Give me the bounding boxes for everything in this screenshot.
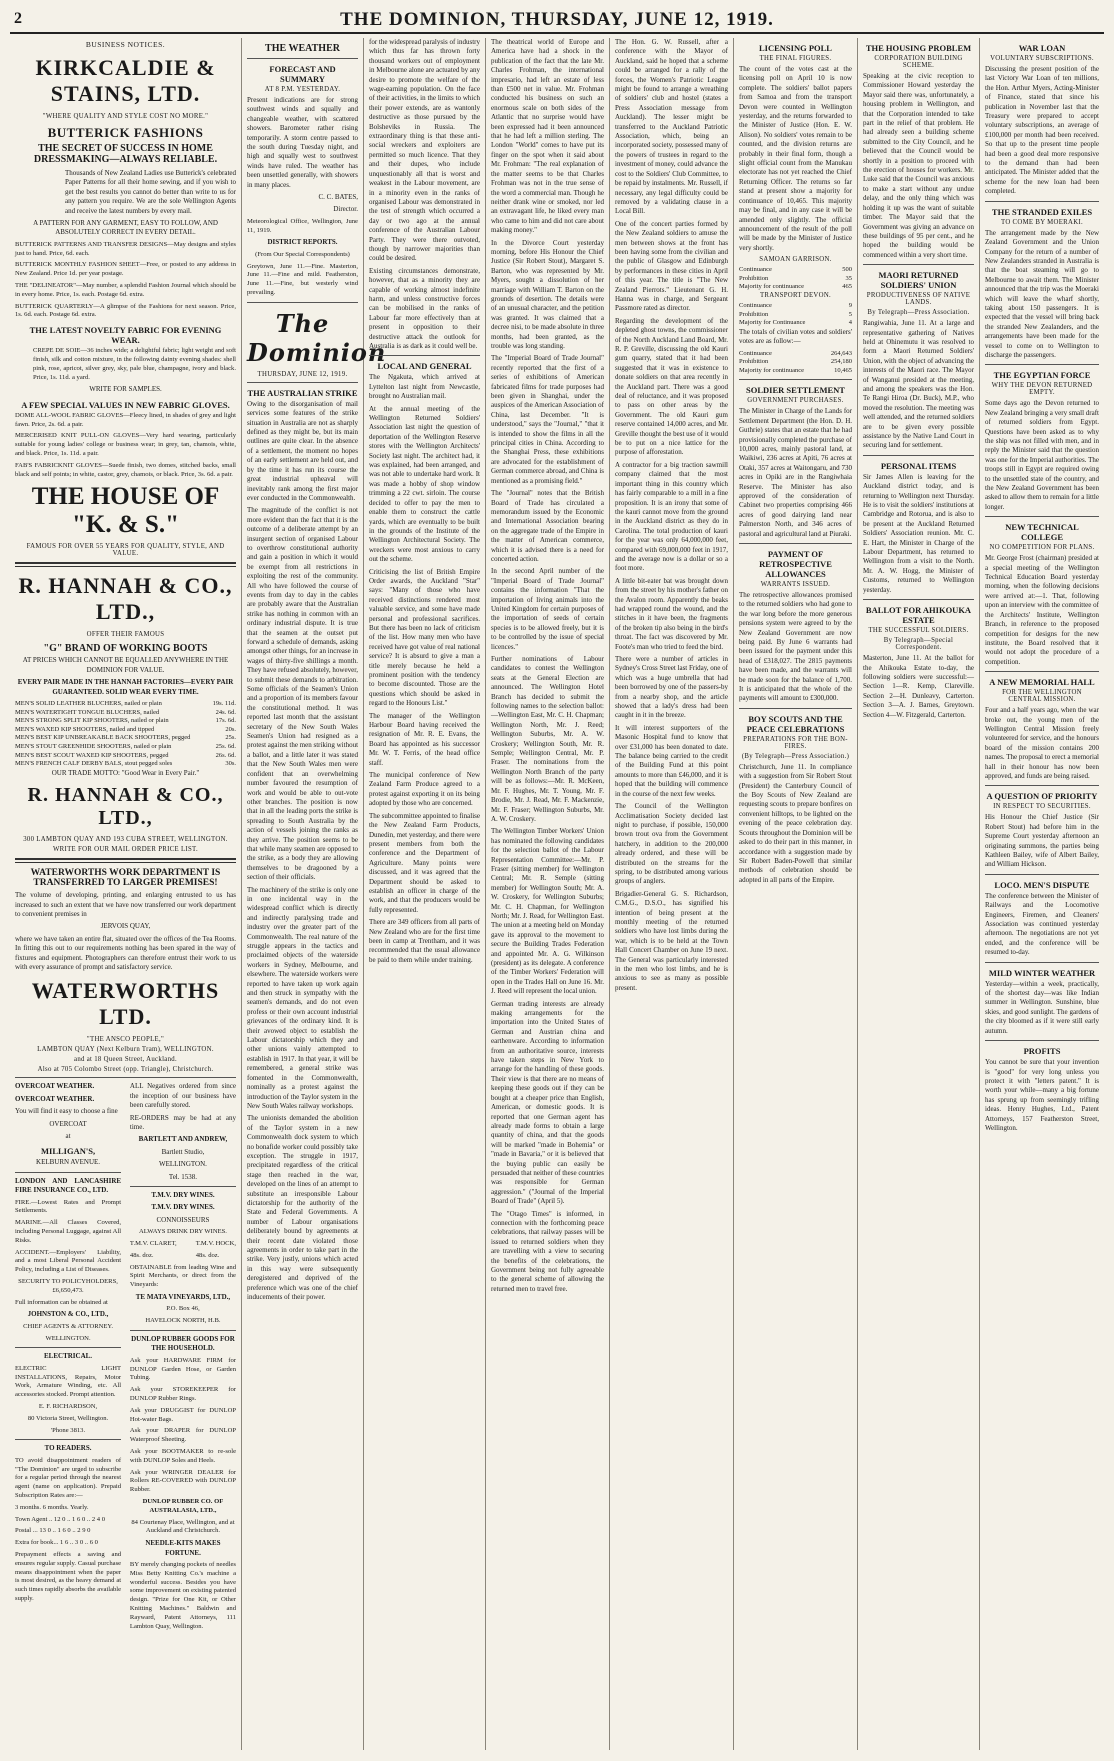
gloves-item: FAB'S FABRICKNIT GLOVES—Suede finish, two domes, stitched backs, small black and self points; in white, castor, grey, chamois, or black. Price, 3s. 6d. a pair. — [15, 461, 236, 478]
news-paragraph: In the Divorce Court yesterday morning, before His Honour the Chief Justice (Sir Robert Stout), Margaret S. Barton, who was represented by Mr. Myers, sought a dissolution of her marriage with William T. Barton on the grounds of desertion. The details were of an unusual character, and the petition was granted. It was claimed that a decree nisi, to be made absolute in three months, had been granted, as the trouble was long standing. — [491, 238, 604, 350]
ad-row — [15, 1082, 236, 1634]
waterworths-head1: WATERWORTHS WORK DEPARTMENT IS — [30, 868, 221, 879]
maori-head: MAORI RETURNED SOLDIERS' UNION — [878, 270, 959, 291]
hannah-address: 300 LAMBTON QUAY AND 193 CUBA STREET, WELLINGTON. — [23, 836, 228, 844]
news-paragraph: German trading interests are already making arrangements for the importation into the United States of German and Austrian china and earthenware. According to information from an authoritative source, interests have taken steps in New York to arrange for the handling of these goods. Their view is that there are no means of keeping these goods out if they can be bought at a cheaper price than English, American, or domestic goods. It is reported that one German agent has already made forms to obtain a large quantity of china, and that the goods will be marked "made in Bohemia" or "made in Bavaria," or it is believed that the buying public can easily be persuaded that neither of these countries was responsible for German aggression." ("Journal of the Imperial Board of Trade" (April 5). — [491, 999, 604, 1206]
price-row — [15, 760, 236, 769]
weather-head: THE WEATHER — [265, 43, 340, 54]
gloves-head: A FEW SPECIAL VALUES IN NEW FABRIC GLOVES. — [21, 399, 230, 410]
waterworths-body2: where we have taken an entire flat, situated over the offices of the Tea Rooms. In fitting this out to our requirements nothing has been spared in the way of fixtures and equipment. Photographers can therefore entrust their work to us with every assurance of prompt and satisfactory service. — [15, 934, 236, 972]
war-loan-body: Discussing the present position of the last Victory War Loan of ten millions, the Hon. Arthur Myers, Acting-Minister of Finance, stated that since his publication in November last that the Treasury were prepared to accept voluntary subscriptions, an average of £100,000 per month had been received. So that up to the present time people had been a good deal more responsive to the demand than had been anticipated. The Minister added that the scheme for the new loan had been completed. — [985, 65, 1099, 196]
readers-body: TO avoid disappointment readers of "The Dominion" are urged to subscribe for a regular period through the nearest agent (name on application). Prepaid Subscription Rates are:— — [15, 1456, 122, 1500]
editorial-p4: The unionists demanded the abolition of the Taylor system in a new Commonwealth dock system to which no bonafide worker could possibly take exception. The struggle in 1917, precipitated regardless of the critical stage then reached in the war, developed on the lines of an attempt to substitute an irresponsible Labour dictatorship for the authority of the State and Federal Governments. A number of Labour organisations deliberately bound by agreements at their recent date violated those agreements in order to take part in the strike. Very justly, unions which acted in this way were subsequently deregistered and deprived of the preference which was one of the chief inducements of their power. — [247, 1114, 358, 1302]
newspaper-page — [10, 8, 1104, 1753]
price-row-label: MEN'S STRONG SPLIT KIP SHOOTERS, nailed or plain — [15, 717, 169, 725]
price-row-value: 26s. 6d. — [215, 751, 236, 759]
transport-row — [739, 311, 852, 320]
gloves-item: MERCERISED KNIT PULL-ON GLOVES—Very hard wearing, particularly suitable for young ladies' college or business wear; in grey, tan, chamois, white, and black. Price, 1s. 11d. a pair. — [15, 432, 236, 457]
totals-row — [739, 350, 852, 359]
news-paragraph: The Hon. G. W. Russell, after a conference with the Mayor of Auckland, said he hoped that a scheme could be arranged for a rally of the forces, the Women's Patriotic League might be found to arrange a wreathing of soldiers' club and hostel (states a Press Association message from Auckland). The lesser might be transferred to the Auckland Patriotic Association, which, being an incorporated society, possessed many of the powers of trustees in regard to the investment of money, could advance the cost to the Soldiers' Club Committee, to be repaid by instalments. Mr. Russell, if necessary, any legal difficulty could be removed by a validating clause in a Local Bill. — [615, 38, 728, 216]
hannah-brand: "G" BRAND OF WORKING BOOTS — [43, 643, 208, 655]
ahikouka-tag: By Telegraph—Special Correspondent. — [883, 637, 954, 652]
maori-tag: By Telegraph—Press Association. — [867, 309, 970, 317]
divider — [739, 708, 852, 709]
samoan-row-label: Continuance — [739, 266, 772, 274]
london-agent: JOHNSTON & CO., LTD., — [27, 1310, 109, 1319]
transport-table — [739, 302, 852, 328]
bartlett-tel: Tel. 1538. — [168, 1172, 197, 1181]
divider — [130, 1186, 236, 1187]
transport-row — [739, 302, 852, 311]
divider — [863, 264, 974, 265]
bartlett-name: BARTLETT AND ANDREW, — [138, 1135, 228, 1144]
column-licensing — [734, 38, 858, 1750]
editorial-cont-p2: Existing circumstances demonstrate, however, that as a minority they are capable of working almost indefinite harm, and unless constructive forces can be mobilised in the ranks of Labour far more effectively than at present in opposition to their destructive attack the outlook for Australia is as dark as it could well be. — [369, 266, 480, 350]
tmv-addr: HAVELOCK NORTH, H.B. — [145, 1317, 221, 1325]
hannah-offer: OFFER THEIR FAMOUS — [86, 631, 165, 639]
local-head: LOCAL AND GENERAL — [377, 361, 472, 372]
waterworths-place: JERVOIS QUAY, — [100, 922, 151, 931]
column-news-5 — [610, 38, 734, 1750]
news-paragraph: Regarding the development of the depleted ghost towns, the commissioner of the North Auckland Land Board, Mr. R. P. Greville, discussing the old Kauri gum quarry, stated that it had been suggested that it was in existence to donate soldiers on that area recently in the Auckland part. There was a good deal of reluctance, and it was proposed to pass on other areas by the Government. The old Kauri gum reserve contained 14,000 acres, and Mr. Greville thought the best use of it would be to put on a nice lattice for the purpose of afforestation. — [615, 316, 728, 457]
paper-nameplate: The Dominion — [247, 308, 387, 367]
london-agent2: CHIEF AGENTS & ATTORNEY. — [23, 1322, 113, 1330]
exiles-sub: TO COME BY MOERAKI. — [1001, 218, 1083, 226]
profits-body: You cannot be sure that your invention is "good" for very long unless you protect it with "letters patent." It is worth your while—many a big fortune has sprung up from seemingly trifling ideas. Henry Hughes, Ltd., Patent Attorneys, 157 Featherston Street, Wellington. — [985, 1058, 1099, 1132]
news-paragraph: Brigadier-General G. S. Richardson, C.M.G., D.S.O., has signified his intention of being present at the monthly meeting of the returned soldiers who have lost limbs during the war, which is to be held at the Town Hall Concert Chamber on June 19 next. The General was particularly interested in the men who lost limbs, and he is anxious to see as many as possible present. — [615, 889, 728, 992]
tmv-claret-label: T.M.V. CLARET, — [129, 1240, 177, 1248]
london-accident: ACCIDENT.—Employers' Liability, and a most Liberal Personal Accident Policy, including a List of Diseases. — [15, 1248, 122, 1274]
news-paragraph: The Wellington Timber Workers' Union has nominated the following candidates for the selection ballot of the Labour Representation Committee:—Mr. P. Fraser (sitting member) for Wellington Central; Mr. R. Semple (sitting member) for Wellington South; Mr. A. W. Croskery, for Wellington Suburbs; Mr. C. H. Chapman, for Wellington North; Mr. J. Read, for Wellington East. The union at a meeting held on Monday gave its approval to the movement to secure the Building Trades Federation and appointed Mr. A. G. Wilkinson (president) as its delegate. A conference of the Timber Workers' Federation will open in the Trades Hall on June 16. Mr. J. Reed will represent the local union. — [491, 827, 604, 996]
tech-sub: NO COMPETITION FOR PLANS. — [989, 544, 1095, 552]
divider — [985, 516, 1099, 517]
knit-head: NEEDLE-KITS MAKES FORTUNE. — [145, 1539, 221, 1557]
hannah-mail: WRITE FOR OUR MAIL ORDER PRICE LIST. — [52, 846, 199, 854]
price-row-value: 17s. 6d. — [215, 717, 236, 725]
samoan-row-value: 35 — [845, 274, 852, 282]
fabric-head: THE LATEST NOVELTY FABRIC FOR EVENING WEAR. — [29, 325, 222, 346]
tmv-po: P.O. Box 46, — [166, 1305, 200, 1313]
war-loan-head: WAR LOAN — [1018, 43, 1066, 53]
retro-sub: WARRANTS ISSUED. — [760, 580, 831, 588]
weather-sub: FORECAST AND SUMMARY — [269, 64, 336, 84]
transport-row-label: Continuance — [739, 301, 772, 309]
tmv-conn: CONNOISSEURS — [156, 1215, 210, 1224]
column-weather-editorial — [242, 38, 387, 1750]
exiles-body: The arrangement made by the New Zealand Government and the Union Company for the return of a number of New Zealanders stranded in Australia is that the boat steaming will go to Melbourne to await them. The Minister announced that the trip was the Moeraki which will leave the wharf shortly, taking about 150 passengers. It is expected that the vessel will bring back the stranded New Zealanders, and the arrangements have been made for the vessel to come on to Wellington to discharge the passengers. — [985, 228, 1099, 359]
price-row-value: 30s. — [225, 760, 236, 768]
divider — [15, 1439, 121, 1440]
electrical-name: E. F. RICHARDSON, — [38, 1403, 98, 1411]
news-paragraph: The Council of the Wellington Acclimatisation Society decided last night to purchase, if possible, 150,000 brown trout ova from the Government hatchery, in addition to the 200,000 already ordered, and these will be distributed on the streams for the spring, to be distributed among various groups of anglers. — [615, 802, 728, 886]
column-housing — [858, 38, 980, 1750]
dunlop-addr: 84 Courtenay Place, Wellington, and at Auckland and Christchurch. — [131, 1518, 235, 1535]
news-paragraph: There were a number of articles in Sydney's Cross Street last Friday, one of which was a huge umbrella that had been borrowed by one of the passers-by from a nearby shop, and the article showed that a lady's dress had been caught in it in the breeze. — [615, 655, 728, 720]
dunlop-item: Ask your STOREKEEPER for DUNLOP Rubber Rings. — [129, 1386, 236, 1403]
waterworths-body: The volume of developing, printing, and enlarging entrusted to us has increased to such an extent that we have now transferred our work department to convenient premises in — [15, 891, 236, 918]
local-p4: The manager of the Wellington Harbour Board having received the resignation of Mr. R. E. Evans, the Board has appointed as his successor Mr. W. T. Ferris, of the head office staff. — [369, 711, 480, 767]
samoan-row — [739, 266, 852, 275]
egypt-sub: WHY THE DEVON RETURNED EMPTY. — [991, 382, 1093, 397]
tech-body: Mr. George Frost (chairman) presided at a special meeting of the Wellington Technical Education Board yesterday morning, when the following decisions were arrived at:—1. That, following upon an interview with the committee of the Architects' Institute, Wellington Branch, in reference to the proposed competition for designs for the new institute, the Board resolved that it would not adopt the procedure of a competition. — [985, 554, 1099, 666]
butterick-item: BUTTERICK QUARTERLY—A glimpse of the Fashions for next season. Price, 1s. 6d. each. Postage 6d. extra. — [15, 302, 236, 319]
local-p3: Criticising the list of British Empire Order awards, the Auckland "Star" says: "Many of those who have received distinctions rendered most valuable service, and some have made personal and professional sacrifices. But there has been no lack of criticism of the list. How many men who have received have got value of real national service? It is absurd to give a man a title merely because he held a prominent position with the tendency to become discounted. Those are the questions which should be asked in regard to the Honours List." — [369, 567, 480, 708]
price-row — [15, 717, 236, 726]
maori-sub: PRODUCTIVENESS OF NATIVE LANDS. — [866, 292, 971, 307]
totals-majority-value: 10,465 — [834, 366, 852, 374]
london-security: SECURITY TO POLICYHOLDERS, £6,650,473. — [18, 1278, 118, 1294]
hannah-sub1: AT PRICES WHICH CANNOT BE EQUALLED ANYWHERE IN THE DOMINION FOR VALUE. — [22, 656, 229, 674]
housing-body: Speaking at the civic reception to Commissioner Howard yesterday the Mayor said there was, unfortunately, a housing problem in Wellington, and that the Corporation intended to take part in the relief of that problem. He had already seen a building scheme submitted to the City Council, and he believed that the Council would be shortly in a position to proceed with the erection of houses for workers. Mr. Luke said that the Council was anxious to make a start without any undue delay, and the only thing which was holding it up was the want of suitable timber. The Mayor said that the Government was giving an advance on these buildings of 95 per cent., and he hoped the building would be commenced within a very short time. — [863, 72, 974, 259]
transport-row — [739, 319, 852, 328]
paper-date: THURSDAY, JUNE 12, 1919. — [257, 370, 348, 378]
price-row — [15, 726, 236, 735]
hannah-name: R. HANNAH & CO., LTD., — [18, 573, 233, 625]
ahikouka-body: Masterton, June 11. At the ballot for the Ahikouka Estate to-day, the following soldiers were successful:—Section 1—R. Kemp, Clareville. Section 2—H. Dunleavy, Carterton. Section 3—A. J. Barnes, Greytown. Section 4—W. Fitzgerald, Carterton. — [863, 654, 974, 719]
totals-row-label: Continuance — [739, 349, 772, 357]
licensing-head: LICENSING POLL — [759, 43, 832, 53]
tmv-wines — [130, 1240, 236, 1264]
tmv-line2: T.M.V. DRY WINES. — [151, 1203, 215, 1212]
transport-row-label: Majority for Continuance — [739, 319, 806, 327]
divider — [15, 1077, 236, 1078]
dunlop-item: Ask your DRUGGIST for DUNLOP Hot-water Bags. — [129, 1406, 236, 1423]
tmv-always: ALWAYS DRINK DRY WINES. — [139, 1228, 227, 1236]
local-p5: The municipal conference of New Zealand Farm Produce agreed to a protest against exporting it on its being adopted by those who are concerned. — [369, 771, 480, 808]
newspaper-title: THE DOMINION, THURSDAY, JUNE 12, 1919. — [340, 9, 774, 30]
price-row-value: 24s. 6d. — [215, 708, 236, 716]
news-paragraph: It will interest supporters of the Masonic Hospital fund to know that over £31,000 has been donated to date. The balance being carried to the credit of the Building Fund at this point amounts to more than £46,000, and it is hoped that the building will commence in the course of the next few weeks. — [615, 723, 728, 798]
totals-row — [739, 358, 852, 367]
dunlop-item: Ask your WRINGER DEALER for Rollers RE-COVERED with DUNLOP Rubber. — [129, 1468, 236, 1494]
london-marine: MARINE.—All Classes Covered, including Personal Luggage, against All Risks. — [15, 1219, 122, 1244]
column-news-4 — [486, 38, 610, 1750]
overcoat-word: OVERCOAT — [49, 1119, 87, 1128]
butterick-intro: Thousands of New Zealand Ladies use Butterick's celebrated Paper Patterns for all their home sewing, and if you wish to get the best results you cannot do better than write to us for any pattern you require. We are the sole Wellington Agents and receive the latest numbers by every mail. — [65, 169, 236, 215]
tmv-body: OBTAINABLE from leading Wine and Spirit Merchants, or direct from the Vineyards: — [129, 1263, 236, 1289]
winter-head: MILD WINTER WEATHER — [988, 967, 1096, 978]
district-head: DISTRICT REPORTS. — [267, 238, 338, 247]
price-row-label: MEN'S SOLID LEATHER BLUCHERS, nailed or plain — [15, 700, 162, 708]
divider — [985, 785, 1099, 786]
london-name: LONDON AND LANCASHIRE FIRE INSURANCE CO., LTD. — [15, 1176, 122, 1195]
right-ads — [130, 1082, 236, 1634]
price-row-value: 19s. 11d. — [212, 700, 236, 708]
final-head: THE FINAL FIGURES. — [759, 55, 832, 62]
masthead — [10, 8, 1104, 30]
divider — [15, 1172, 121, 1173]
electrical-phone: 'Phone 3813. — [50, 1426, 86, 1434]
columns — [10, 38, 1104, 1750]
tech-head: NEW TECHNICAL COLLEGE — [1005, 522, 1079, 543]
divider — [247, 302, 358, 303]
divider — [985, 874, 1099, 875]
price-row — [15, 752, 236, 761]
pattern-note: A PATTERN FOR ANY GARMENT, EASY TO FOLLOW, AND ABSOLUTELY CORRECT IN EVERY DETAIL. — [33, 219, 218, 237]
divider — [15, 562, 236, 567]
readers-footer: Prepayment effects a saving and ensures regular supply. Casual purchase means disappointment when the paper is most desired, as the heavy demand at such times rapidly absorbs the available supply. — [15, 1551, 122, 1602]
personal-head: PERSONAL ITEMS — [880, 460, 957, 471]
waterworths-addr3: Also at 705 Colombo Street (opp. Triangle), Christchurch. — [37, 1066, 214, 1074]
london-city: WELLINGTON. — [45, 1334, 91, 1342]
divider — [15, 858, 236, 863]
tmv-claret-price: 48s. doz. — [129, 1251, 154, 1259]
scouts-body: Christchurch, June 11. In compliance with a suggestion from Sir Robert Stout (President) the Canterbury Council of the Boy Scouts of New Zealand are requesting scouts to prepare bonfires on convenient hilltops, to be lighted on the evening of the peace celebration day. Scouts throughout the Dominion will be asked to do their part in this manner, in accordance with a suggestion made by Sir Robert Baden-Powell that similar methods of celebration should be adopted in all parts of the Empire. — [739, 762, 852, 884]
settlement-body: The Minister in Charge of the Lands for Settlement Department (the Hon. D. H. Guthrie) states that an estate that he had provisionally completed the purchase of 10,000 acres, mainly pastoral land, at Waikiwi, 236 acres at Apiti, 76 acres at Otaki, 357 acres at Waitongaru, and 730 acres in Opiki are in the Rangiwhaia Reserve. The Minister has also approved of the consideration of Cabinet two properties comprising 466 acres of good dairying land near Palmerston North, and 346 acres of pastoral and agricultural land at Piuraki. — [739, 407, 852, 538]
samples-line: WRITE FOR SAMPLES. — [89, 385, 162, 394]
divider — [863, 599, 974, 600]
priority-sub: IN RESPECT TO SECURITIES. — [993, 803, 1091, 811]
waterworths-head2: TRANSFERRED TO LARGER PREMISES! — [33, 878, 218, 889]
butterick-sub1: THE SECRET OF SUCCESS IN HOME — [38, 143, 213, 154]
retro-head: PAYMENT OF RETROSPECTIVE ALLOWANCES — [759, 548, 832, 579]
divider — [247, 382, 358, 383]
rates-row: Extra for book... 1 6 .. 3 0 .. 6 0 — [15, 1539, 98, 1547]
column-advertisements — [10, 38, 242, 1750]
london-fire: FIRE.—Lowest Rates and Prompt Settlements. — [15, 1198, 122, 1215]
tmv-name: TE MATA VINEYARDS, LTD., — [135, 1293, 231, 1302]
price-row-label: MEN'S WAXED KIP SHOOTERS, nailed and tipped — [15, 725, 155, 733]
samoan-table — [739, 266, 852, 292]
samoan-row-label: Prohibition — [739, 274, 769, 282]
column-war-loan — [980, 38, 1104, 1750]
weather-sign2: Director. — [333, 205, 358, 214]
divider — [130, 1330, 236, 1331]
waterworths-addr2: and at 18 Queen Street, Auckland. — [74, 1056, 177, 1064]
local-p6: The subcommittee appointed to finalise the New Zealand Farm Products, Dunedin, met yesterday, and there were present members from both the conference and the Department of Agriculture. Many points were discussed, and it was agreed that the Department should be asked to establish an officer in charge of the work, and that the producers would be fully represented. — [369, 811, 480, 914]
butterick-item: BUTTERICK PATTERNS AND TRANSFER DESIGNS—May designs and styles just to hand. Price, 6d. each. — [15, 240, 236, 257]
memorial-body: Four and a half years ago, when the war broke out, the young men of the Wellington Central Mission freely volunteered for service, and the honours board of the mission contains 200 names. The proposal to erect a memorial hall in their honour has now been approved, and funds are being raised. — [985, 706, 1099, 780]
divider — [985, 962, 1099, 963]
tmv-hock — [196, 1240, 236, 1264]
memorial-sub: FOR THE WELLINGTON CENTRAL MISSION. — [1002, 689, 1082, 704]
price-row — [15, 743, 236, 752]
transport-row-value: 9 — [848, 301, 852, 309]
electrical-addr: 80 Victoria Street, Wellington. — [27, 1414, 109, 1422]
waterworths-name: WATERWORTHS LTD. — [31, 978, 220, 1030]
kirkcaldie-tagline: "WHERE QUALITY AND STYLE COST NO MORE." — [42, 113, 209, 120]
transport-row-value: 5 — [848, 310, 852, 318]
samoan-row — [739, 275, 852, 284]
dunlop-item: Ask your DRAPER for DUNLOP Waterproof Sheeting. — [129, 1427, 236, 1444]
electrical-body: ELECTRIC LIGHT INSTALLATIONS, Repairs, Motor Work, Armature Winding, etc. All accessories stocked. Prompt attention. — [15, 1364, 122, 1399]
london-info: Full information can be obtained at — [15, 1298, 108, 1306]
divider — [369, 355, 480, 356]
dunlop-head: DUNLOP RUBBER GOODS FOR THE HOUSEHOLD. — [131, 1335, 235, 1353]
price-row-value: 25s. — [225, 734, 236, 742]
dunlop-item: Ask your HARDWARE FIRM for DUNLOP Garden Hose, or Garden Tubing. — [129, 1356, 236, 1382]
price-row-label: MEN'S WATERTIGHT TONGUE BLUCHERS, nailed — [15, 708, 160, 716]
licensing-body: The count of the votes cast at the licensing poll on April 10 is now complete. The soldiers' ballot papers from Samoa and from the transport Devon were counted in Wellington yesterday, and the returns forwarded to the Minister of Justice (Hon. E. W. Alison). No soldiers' votes remain to be counted, and the division returns are probably in their final form, though a slight official count from the Manukau electorate has not yet reached the Chief Returning Officer. The returns so far stand at present show a majority for continuance of 10,465. This majority may be final, and in any case it will be amended only slightly. The official announcement of the result of the poll will be made by the Minister of Justice very shortly. — [739, 65, 852, 252]
settlement-head: SOLDIER SETTLEMENT — [746, 385, 845, 396]
divider — [247, 58, 358, 59]
column-local-general — [364, 38, 486, 1750]
transport-head: TRANSPORT DEVON. — [759, 291, 832, 299]
editorial-head: THE AUSTRALIAN STRIKE — [247, 387, 358, 398]
samoan-row-label: Majority for continuance — [739, 283, 804, 291]
totals-majority-label: Majority for continuance — [739, 366, 804, 374]
price-list — [15, 700, 236, 769]
weather-sign1: C. C. BATES, — [318, 193, 358, 202]
divider — [985, 1040, 1099, 1041]
overcoat-line1: OVERCOAT WEATHER. — [15, 1082, 95, 1091]
divider — [739, 379, 852, 380]
ahikouka-sub: THE SUCCESSFUL SOLDIERS. — [868, 627, 969, 635]
dunlop-name: DUNLOP RUBBER CO. OF AUSTRALASIA, LTD., — [142, 1498, 224, 1514]
divider — [985, 364, 1099, 365]
house-ks-tagline: FAMOUS FOR OVER 55 YEARS FOR QUALITY, STYLE, AND VALUE. — [26, 543, 225, 558]
samoan-head: SAMOAN GARRISON. — [759, 256, 832, 264]
housing-sub: CORPORATION BUILDING SCHEME. — [874, 55, 963, 69]
overcoat-line2: OVERCOAT WEATHER. — [15, 1094, 95, 1103]
news-paragraph: A contractor for a big traction sawmill company claimed that the most important thing in this country which has fairly comparable to a mill in a fine proposition. It is an irony that some of the kauri cannot move from the ground in the Auckland district as they do in Carolina. The total production of kauri for the year was only 64,000,000 feet, compared with 69,000,000 feet in 1917, and the average now is a dollar or so a foot more. — [615, 460, 728, 573]
milligans-name: MILLIGAN'S, — [40, 1146, 96, 1157]
price-row-label: MEN'S FRENCH CALF DERBY BALS, stout pegged soles — [15, 760, 173, 768]
tmv-claret — [130, 1240, 177, 1264]
news-paragraph: One of the concert parties formed by the New Zealand soldiers to amuse the men between shows at the front has been having some from the civilian and the public of Glasgow and Edinburgh by performances in these cities in April of this year. The title is "The New Zealand Pierrots." Lieutenant G. H. Hanna was in charge, and Sergeant Passmore rated as director. — [615, 219, 728, 313]
scouts-tag: (By Telegraph—Press Association.) — [741, 752, 850, 760]
profits-head: PROFITS — [1023, 1046, 1061, 1057]
transport-row-label: Prohibition — [739, 310, 769, 318]
editorial-p3: The machinery of the strike is only one in one incidental way in the widespread conflict which is directly and indirectly paralysing trade and industry over the greater part of the Commonwealth. The real nature of the struggle appears in the tactics and proclaimed objects of the waterside workers in Sydney, Melbourne, and elsewhere. The waterside workers were reported to have taken up work again and then struck in sympathy with the seamen's demands, and do not even profess or their own account industrial grievances of the ordinary kind. It is their avowed object to establish the Labour dictatorship which they and other unions vainly attempted to establish in 1917. In that year, it will be remembered, a general strike was fomented in the Commonwealth, nominally as a protest against the introduction of the Taylor system in the New South Wales railway workshops. — [247, 885, 358, 1110]
local-p7: There are 349 officers from all parts of New Zealand who are for the first time been in camp at Trentham, and it was recommended that the usual allowance be paid to them while under training. — [369, 918, 480, 964]
butterick-item: BUTTERICK MONTHLY FASHION SHEET—Free, or posted to any address in New Zealand. Price 1d. per year postage. — [15, 261, 236, 278]
news-paragraph: The "Imperial Board of Trade Journal" recently reported that the first of a series of exhibitions of American fabricated films for trade purposes had been given in Shanghai, under the auspices of the American Association of China, last December. "It is understood," says the "Journal," "that it is intended to show the films in all the principal cities in China. According to the Shanghai Press, these exhibitions are advocated for the establishment of German commerce abroad, and China is mentioned as a promising field." — [491, 354, 604, 485]
ahikouka-head: BALLOT FOR AHIKOUKA ESTATE — [865, 605, 972, 626]
memorial-head: A NEW MEMORIAL HALL — [989, 677, 1095, 688]
transport-row-value: 4 — [848, 319, 852, 327]
page-number: 2 — [14, 10, 22, 27]
bartlett-addr2: WELLINGTON. — [159, 1160, 207, 1169]
exiles-head: THE STRANDED EXILES — [991, 206, 1093, 217]
egypt-head: THE EGYPTIAN FORCE — [993, 370, 1091, 381]
section-label: BUSINESS NOTICES. — [85, 40, 166, 49]
news-paragraph: The theatrical world of Europe and America have had a shock in the publication of the fact that the late Mr. Charles Frohman, the international impresario, had left an estate of less than £500 net in value. Mr. Frohman conducted his business on such an enormous scale on both sides of the Atlantic that no surprise would have been expressed had it been announced that he had left a million sterling. The London "World" comes to have put its finger on the spot when it said about Mr. Frohman: "The real explanation of the matter seems to be that Charles Frohman was not in the true sense of the word a commercial man. Though he neither drank wine or smoked, nor led an extravagant life, he liked every man who came to him and did not care about making money." — [491, 38, 604, 235]
milligans-ad — [15, 1082, 121, 1634]
price-row-label: MEN'S BEST KIP UNBREAKABLE BACK SHOOTERS, pegged — [15, 734, 191, 742]
price-row — [15, 734, 236, 743]
waterworths-sub: "THE ANSCO PEOPLE," — [86, 1036, 165, 1044]
local-p2: At the annual meeting of the Wellington Returned Soldiers' Association last night the question of deportation of the Wellington Reserve stores with the Wellington Architects' Society last night. The architect had, it was explained, had been arranged, and was not able to undertake hard work. It was made a hobby of shop window trimming a 22 cwt. sirloin. The course decided to offer to pay the men to enable them to construct the cattle yards, which are eventually to be built in the grounds of the Institute of the Wellington Architectural Society. The wreckers were most anxious to carry out the scheme. — [369, 404, 480, 564]
priority-head: A QUESTION OF PRIORITY — [986, 791, 1098, 802]
totals-table — [739, 350, 852, 367]
fabric-body: CREPE DE SOIE—36 inches wide; a delightful fabric; light weight and soft finish, silk and cotton mixture, in the following dainty evening shades: shell pink, rose, apricot, silver grey, sky, pale blue, champagne, ivory and black. Price, 1s. 11d. a yard. — [33, 347, 236, 381]
readers-head: TO READERS. — [44, 1444, 92, 1453]
rates-row: Postal ... 13 0 .. 1 6 0 .. 2 9 0 — [15, 1527, 91, 1535]
district-body: Greytown, June 11.—Fine. Masterton, June 11.—Fine and mild. Featherston, June 11.—Fine, but westerly wind prevailing. — [247, 262, 358, 297]
rates-row: Town Agent .. 12 0 .. 1 6 0 .. 2 4 0 — [15, 1515, 106, 1523]
news-paragraph: Further nominations of Labour candidates to contest the Wellington seats at the General Election are announced. The Wellington Hotel Branch has decided to submit the following names to the selection ballot:—Wellington East, Mr. C. H. Chapman; Wellington North, Mr. J. Reed; Wellington Suburbs, Mr. A. W. Croskery; Wellington South, Mr. R. Semple; Wellington Central, Mr. P. Fraser. The nominations from the Wellington North Branch of the party will be as follows:—Mr. R. McKeen, Mr. F. Hughes, Mr. T. Young, Mr. F. Brodie, Mr. J. Read, Mr. F. Mackenzie, Mr. F. Fraser; Wellington Suburbs, Mr. A. W. Croskery. — [491, 655, 604, 823]
kirkcaldie-name: KIRKCALDIE & STAINS, LTD. — [35, 55, 216, 106]
divider — [739, 543, 852, 544]
divider — [15, 1347, 121, 1348]
editorial-p2: The magnitude of the conflict is not more evident than the fact that it is the outcome of a deliberate attempt by an insurgent section of organised Labour to overthrow constitutional authority and gain a position in which it would be exempt from all restrictions in exploiting the rest of the community. All who have followed the course of events from day to day in the cables are probably aware that the Australian strike has nothing in common with an ordinary industrial dispute. It is true that the seamen at the outset put forward a schedule of demands, asking amongst other things, for an increase in wages of thirty-five shillings a month. They have refused absolutely, however, to submit these demands to arbitration. Some officials of the Seamen's Union and a proportion of its members favour the constitutional method. It was reported last month that the assistant secretary of the New South Wales Seamen's Union had resigned as a protest against the men striking without a ballot, and a little later it was stated that the New South Wales men were confident that an overwhelming number favoured the resumption of work and would be able to out-vote other branches. The position is now that in all the leading ports the strike is spreading to South Australia by the action of vessels joining the ranks as they arrive. The position seems to be that while many seamen are opposed to the strike, as a body they are allowing themselves to be dragooned by a section of their officials. — [247, 506, 359, 882]
butterick-item: THE "DELINEATOR"—May number, a splendid Fashion Journal which should be in every home. Price, 1s. each. Postage 6d. extra. — [15, 282, 236, 298]
house-ks-name: THE HOUSE OF "K. & S." — [31, 483, 220, 539]
egypt-body: Some days ago the Devon returned to New Zealand bringing a very small draft of returned soldiers from Egypt. Questions have been asked as to why the ship was not filled with men, and in reply the Minister said that the question was one for the Imperial authorities. The troops still in Egypt are required owing to the unsettled state of the country, and the New Zealand Government has been asked to allow them to remain for a little longer. — [985, 399, 1099, 511]
masthead-rule — [10, 32, 1104, 34]
price-row — [15, 709, 236, 718]
knit-body: BY merely changing pockets of needles Miss Betty Knitting Co.'s machine a wonderful success. Besides you have some improvement on existing patented design. "Prize for One Kit, or Other Knitting Machines." Baldwin and Rayward, Patent Attorneys, 111 Lambton Quay, Wellington. — [129, 1561, 236, 1630]
news-paragraph: The "Journal" notes that the British Board of Trade has circulated a memorandum issued by the Economic and International Association bearing on the aggregate trade of the Empire in the matter of American commerce, which it is advised there is a need for concerted action. — [491, 489, 604, 563]
editorial-p1: Owing to the disorganisation of mail services some features of the strike situation in Australia are not as sharply defined as they might be, but its main outlines are quite clear. In the absence of a settlement, the moment no hopes of an early settlement are held out, and by the time it has run its course the great industrial upheaval will inevitably rank among the first major ever conducted in the Commonwealth. — [247, 399, 358, 502]
winter-body: Yesterday—within a week, practically, of the shortest day—was like Indian summer in Wellington. Sunshine, blue skies, and good sunlight. The gardens of the city bloomed as if it were still early autumn. — [985, 979, 1099, 1035]
hannah-sub2: EVERY PAIR MADE IN THE HANNAH FACTORIES—EVERY PAIR GUARANTEED. SOLID WEAR EVERY TIME. — [17, 678, 234, 696]
electrical-head: ELECTRICAL. — [44, 1352, 93, 1361]
local-p1: The Ngakuta, which arrived at Lyttelton last night from Newcastle, brought no Australian mail. — [369, 373, 480, 401]
weather-sign3: Meteorological Office, Wellington, June 11, 1919. — [247, 217, 358, 234]
tmv-hock-label: T.M.V. HOCK, — [195, 1240, 236, 1248]
maori-body: Rangiwahia, June 11. At a large and representative gathering of Natives held at Ohinemutu it was resolved to form a Maori Returned Soldiers' Union, with the object of advancing the interests of the Maori race. The Mayor of Wanganui presided at the meeting, and among the speakers was the Hon. Te Rangi Hiroa (Dr. Buck), M.P., who moved the resolution. The meeting was well attended, and the returned soldiers are to be given every possible assistance by the Native Land Court in securing land for settlement. — [863, 319, 974, 450]
negatives-body2: RE-ORDERS may be had at any time. — [129, 1113, 236, 1132]
tmv-line1: T.M.V. DRY WINES. — [151, 1191, 215, 1200]
hannah-motto: OUR TRADE MOTTO: "Good Wear in Every Pair." — [51, 768, 200, 777]
district-sub: (From Our Special Correspondents) — [255, 250, 350, 258]
weather-body: Present indications are for strong southwest winds and squally and changeable weather, with scattered showers. Barometer rather rising temporarily. A storm centre passed to the south during Tuesday night, and high and squally west to southwest winds have ruled. The weather has been unsettled generally, with showers in many places. — [247, 96, 358, 189]
divider — [985, 201, 1099, 202]
scouts-sub: PREPARATIONS FOR THE BON-FIRES. — [743, 735, 848, 750]
tmv-hock-price: 48s. doz. — [195, 1251, 220, 1259]
totals-intro: The totals of civilian votes and soldiers' votes are as follow:— — [739, 327, 852, 346]
samoan-row-value: 465 — [842, 283, 852, 291]
dispute-body: The conference between the Minister of Railways and the Locomotive Engineers, Firemen, and Cleaners' Association was continued yesterday afternoon. The negotiations are not yet ended, and the conference will be resumed to-day. — [985, 891, 1099, 957]
personal-body: Sir James Allen is leaving for the Auckland district today, and is returning to Wellington next Thursday. He is to visit the soldiers' institutions at Cambridge and Rotorua, and is also to be present at the Auckland Returned Soldiers' Association reunion. Mr. C. E. Hart, the Minister in Charge of the Labour Department, has returned to Wellington from a visit to the North. Mr. A. W. Hogg, the Minister of Customs, returned to Wellington yesterday. — [863, 472, 974, 594]
settlement-sub: GOVERNMENT PURCHASES. — [747, 397, 844, 405]
hannah-name-2: R. HANNAH & CO., LTD., — [27, 784, 224, 830]
butterick-sub2: DRESSMAKING—ALWAYS RELIABLE. — [33, 154, 218, 165]
price-row — [15, 700, 236, 709]
butterick-head: BUTTERICK FASHIONS — [47, 125, 204, 140]
dunlop-item: Ask your BOOTMAKER to re-sole with DUNLOP Soles and Heels. — [129, 1448, 236, 1464]
editorial-cont-p1: for the widespread paralysis of industry which thus far has thrown forty thousand workers out of employment in Melbourne alone are actuated by any desire to promote the welfare of the wage-earning population. On the face of their activities, in the limits to which their power extends, are as wantonly destructive as those pursued by the Bolsheviks in Russia. The extraordinary thing is that these anti-social wreckers and exploiters are permitted so much licence. That they and their dupes, who include unquestionably all that is worst and weakest in the Labour movement, are in a minority even in the ranks of organised Labour was demonstrated in the test of strength which occurred a day or two ago at the annual conference of the Australian Labour Party. They were there outvoted, though by narrower majorities than could be desired. — [369, 38, 480, 263]
samoan-row — [739, 283, 852, 292]
divider — [985, 671, 1099, 672]
samoan-row-value: 500 — [842, 266, 852, 274]
bartlett-addr1: Bartlett Studio, — [161, 1147, 205, 1156]
totals-row-label: Prohibition — [739, 358, 769, 366]
news-paragraph: The "Otago Times" is informed, in connection with the forthcoming peace celebrations, that railway passes will be issued to returned soldiers when they are travelling with a view to securing the benefits of the celebrations, the Government being not fully agreeable to the general scheme of allowing the returned men to travel free. — [491, 1209, 604, 1293]
housing-head: THE HOUSING PROBLEM — [865, 43, 972, 53]
war-loan-sub: VOLUNTARY SUBSCRIPTIONS. — [990, 55, 1094, 62]
price-row-value: 25s. 6d. — [215, 742, 236, 750]
rates-head: 3 months. 6 months. Yearly. — [15, 1503, 89, 1511]
price-row-value: 20s. — [225, 725, 236, 733]
totals-row-value: 264,643 — [830, 349, 852, 357]
scouts-head: BOY SCOUTS AND THE PEACE CELEBRATIONS — [746, 713, 845, 734]
weather-time: AT 8 P.M. YESTERDAY. — [264, 86, 341, 93]
waterworths-addr1: LAMBTON QUAY (Next Kelburn Tram), WELLINGTON. — [37, 1046, 214, 1054]
news-paragraph: A little bit-eater bat was brought down from the street by his mother's father on the Avalon room. Apparently the beaks had wrapped round the wound, and the stitches in it have been, the fragments of the broken tip also being in the bird's throat. The fact was discovered by Mr. Foote's man who tried to feed the bird. — [615, 576, 728, 651]
milligans-addr: KELBURN AVENUE. — [36, 1158, 101, 1167]
news-paragraph: In the second April number of the "Imperial Board of Trade Journal" contains the information "That the importation of living animals into the United Kingdom for certain purposes of the importation of seeds of certain species is to be allowed freely, but it is to be controlled by the issue of special licences." — [491, 567, 604, 651]
retro-body: The retrospective allowances promised to the returned soldiers who had gone to the war long before the more generous pensions system were agreed to by the New Zealand Government are now being paid. By June 6 warrants had been issued for the payment under this head of £318,027. The 2815 payments have been made, and the warrants will be made soon for the balance of 1,700. It is anticipated that the whole of the payments will amount to £300,000. — [739, 590, 852, 703]
dispute-head: LOCO. MEN'S DISPUTE — [994, 879, 1090, 890]
price-row-label: MEN'S STOUT GREENHIDE SHOOTERS, nailed or plain — [15, 742, 172, 750]
divider — [863, 455, 974, 456]
price-row-label: MEN'S BEST SCOUT WAXED KIP SHOOTERS, pegged — [15, 751, 169, 759]
overcoat-at: at — [65, 1132, 71, 1141]
gloves-item: DOME ALL-WOOL FABRIC GLOVES—Fleecy lined, in shades of grey and light fawn. Price, 2s. 6d. a pair. — [15, 411, 236, 428]
overcoat-body: You will find it easy to choose a fine — [15, 1107, 118, 1116]
totals-row-value: 254,180 — [830, 358, 852, 366]
priority-body: His Honour the Chief Justice (Sir Robert Stout) had before him in the Supreme Court yesterday afternoon an originating summons, the parties being Kathleen Bailey, wife of Albert Bailey, and William Hickson. — [985, 813, 1099, 869]
negatives-body: ALL Negatives ordered from since the inception of our business have been carefully stored. — [129, 1082, 236, 1110]
totals-majority-row — [739, 367, 852, 376]
